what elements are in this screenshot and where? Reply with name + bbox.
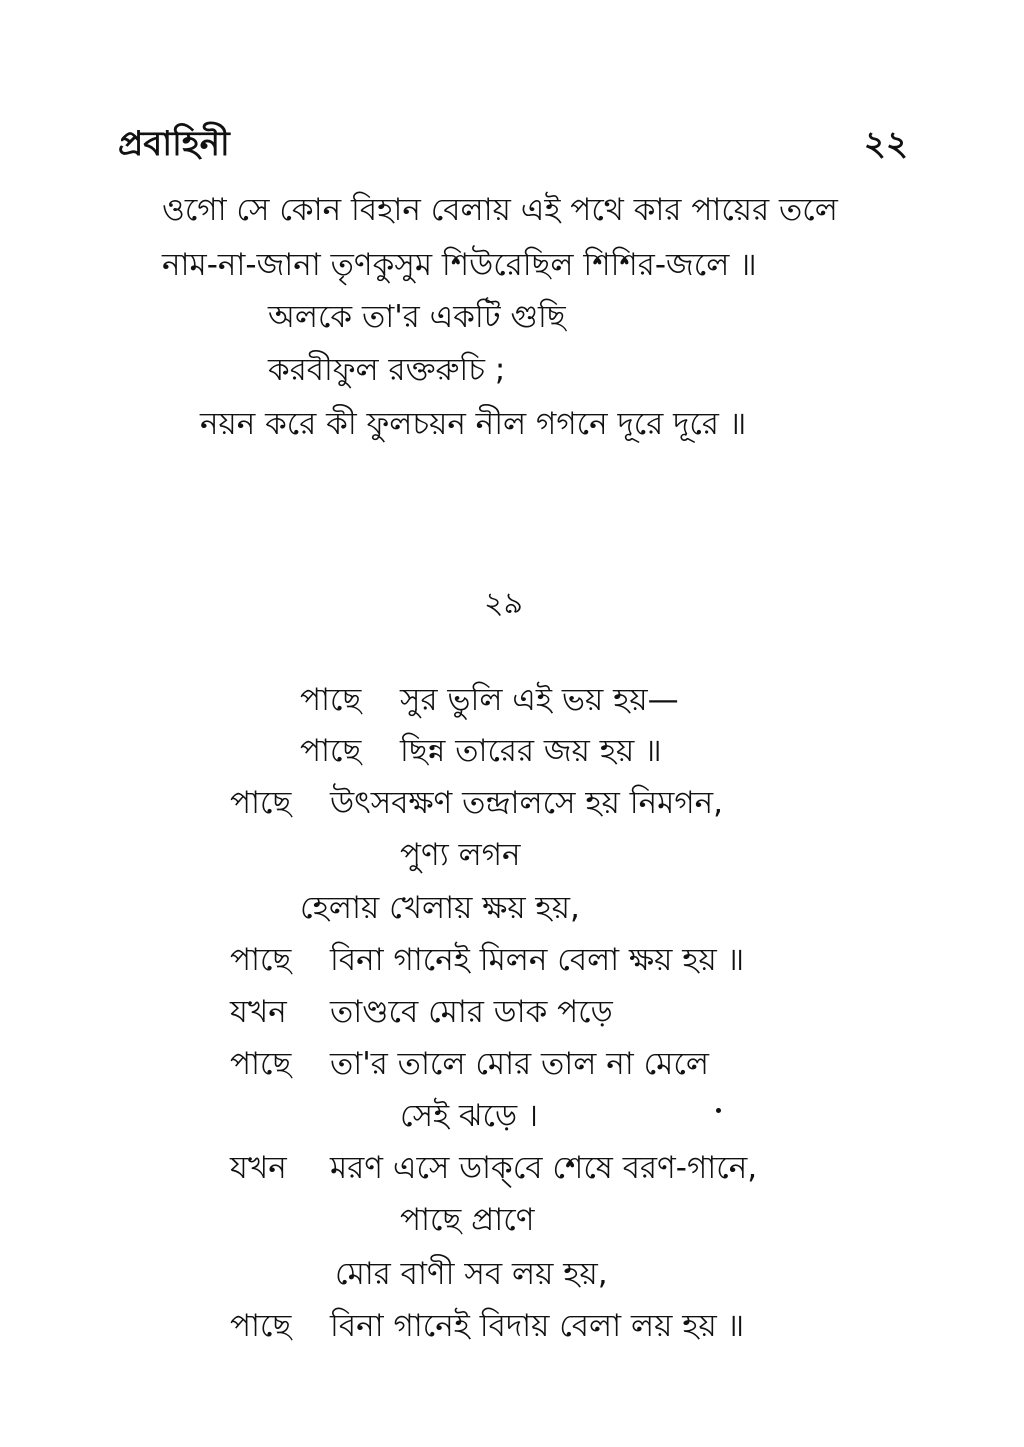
- song-line: [300, 731, 662, 771]
- line-text: উৎসবক্ষণ তন্দ্রালসে হয় নিমগন,: [330, 785, 724, 821]
- line-lead: পাছে: [230, 785, 292, 821]
- line-lead: পাছে: [230, 1046, 292, 1082]
- line-lead: পাছে: [230, 942, 292, 978]
- song-line: [230, 1044, 709, 1084]
- song-line: [335, 1254, 608, 1294]
- line-lead: পাছে: [230, 1308, 292, 1344]
- line-text: সুর ভুলি এই ভয় হয়—: [400, 682, 679, 718]
- line-text: সেই ঝড়ে ।: [400, 1098, 539, 1134]
- book-title: প্রবাহিনী: [118, 124, 230, 164]
- line-text: পাছে প্রাণে: [400, 1202, 535, 1238]
- line-text: ছিন্ন তারের জয় হয় ॥: [400, 733, 662, 769]
- song-line: [300, 888, 580, 928]
- line-text: তাণ্ডবে মোর ডাক পড়ে: [330, 994, 613, 1030]
- line-text: বিনা গানেই বিদায় বেলা লয় হয় ॥: [330, 1308, 745, 1344]
- song-line: [400, 835, 521, 875]
- line-text: বিনা গানেই মিলন বেলা ক্ষয় হয় ॥: [330, 942, 745, 978]
- line-lead: যখন: [230, 994, 287, 1030]
- line-text: তা'র তালে মোর তাল না মেলে: [330, 1046, 709, 1082]
- verse-line: নয়ন করে কী ফুলচয়ন নীল গগনে দূরে দূরে ॥: [200, 406, 747, 442]
- ink-dot: [716, 1108, 721, 1113]
- song-line: [230, 1306, 744, 1346]
- song-line: [300, 680, 679, 720]
- page-header: [118, 118, 918, 170]
- song-line: [230, 940, 744, 980]
- page-number: ২২: [863, 124, 908, 164]
- song-line: [230, 1148, 757, 1188]
- line-lead: যখন: [230, 1150, 287, 1186]
- line-text: পুণ্য লগন: [400, 837, 521, 873]
- verse-line: করবীফুল রক্তরুচি ;: [268, 352, 506, 388]
- song-line: [400, 1200, 534, 1240]
- line-text: হেলায় খেলায় ক্ষয় হয়,: [300, 890, 580, 926]
- line-text: মরণ এসে ডাক্‌বে শেষে বরণ-গানে,: [330, 1150, 758, 1186]
- line-text: মোর বাণী সব লয় হয়,: [335, 1256, 608, 1292]
- line-lead: পাছে: [300, 682, 362, 718]
- song-number: ২৯: [484, 586, 523, 621]
- verse-line: অলকে তা'র একটি গুছি: [268, 299, 566, 335]
- line-lead: পাছে: [300, 733, 362, 769]
- verse-line: নাম-না-জানা তৃণকুসুম শিউরেছিল শিশির-জলে ॥: [162, 247, 757, 283]
- song-line: [230, 992, 613, 1032]
- verse-line: ওগো সে কোন বিহান বেলায় এই পথে কার পায়ের তলে: [162, 192, 838, 228]
- song-line: [400, 1096, 538, 1136]
- song-line: [230, 783, 723, 823]
